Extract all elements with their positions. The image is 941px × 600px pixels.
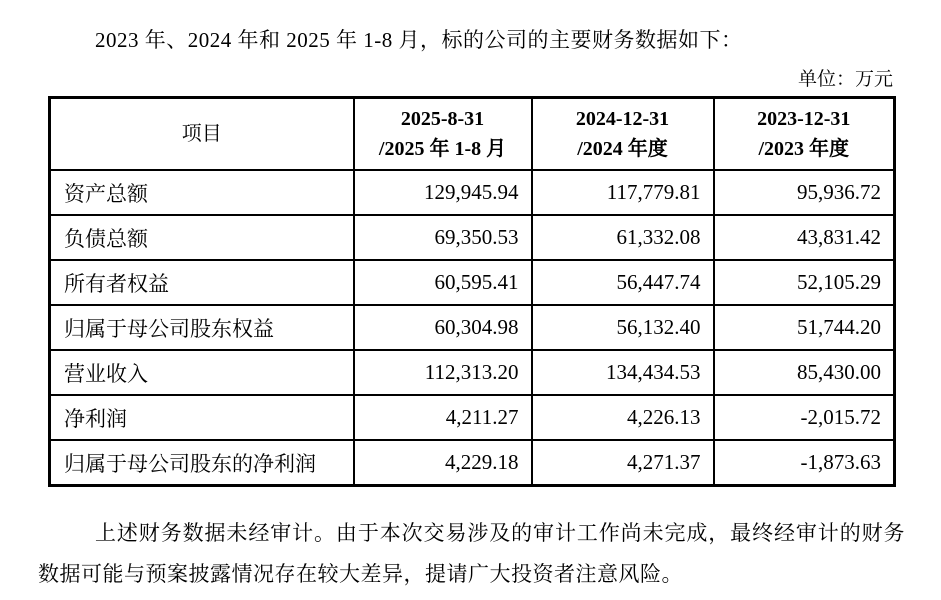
value-cell: 60,595.41 bbox=[354, 260, 532, 305]
row-label: 营业收入 bbox=[50, 350, 354, 395]
header-2025-date: 2025-8-31 bbox=[400, 108, 485, 130]
value-cell: 134,434.53 bbox=[532, 350, 714, 395]
row-label: 负债总额 bbox=[50, 215, 354, 260]
value-cell: 56,132.40 bbox=[532, 305, 714, 350]
table-row bbox=[50, 170, 895, 215]
value-cell: 69,350.53 bbox=[354, 215, 532, 260]
header-item-label: 项目 bbox=[181, 123, 222, 145]
header-cell-2024 bbox=[532, 98, 714, 171]
header-2023-date: 2023-12-31 bbox=[757, 108, 851, 130]
row-label: 归属于母公司股东权益 bbox=[50, 305, 354, 350]
value-cell: 112,313.20 bbox=[354, 350, 532, 395]
value-cell: 4,271.37 bbox=[532, 440, 714, 486]
unit-label: 单位：万元 bbox=[797, 69, 893, 90]
header-2024-date: 2024-12-31 bbox=[575, 108, 670, 130]
row-label: 净利润 bbox=[50, 395, 354, 440]
header-2023-period: /2023 年度 bbox=[758, 138, 850, 160]
table-row bbox=[50, 260, 895, 305]
row-label: 资产总额 bbox=[50, 170, 354, 215]
value-cell: 4,211.27 bbox=[354, 395, 532, 440]
value-cell: -2,015.72 bbox=[714, 395, 895, 440]
value-cell: 56,447.74 bbox=[532, 260, 714, 305]
value-cell: 117,779.81 bbox=[532, 170, 714, 215]
value-cell: 95,936.72 bbox=[714, 170, 895, 215]
header-cell-2023 bbox=[714, 98, 895, 171]
value-cell: 51,744.20 bbox=[714, 305, 895, 350]
header-cell-2025 bbox=[354, 98, 532, 171]
value-cell: 4,229.18 bbox=[354, 440, 532, 486]
document-title: 2023 年、2024 年和 2025 年 1-8 月，标的公司的主要财务数据如下： bbox=[95, 28, 743, 52]
value-cell: 4,226.13 bbox=[532, 395, 714, 440]
value-cell: 43,831.42 bbox=[714, 215, 895, 260]
header-cell-item bbox=[50, 98, 354, 171]
value-cell: 52,105.29 bbox=[714, 260, 895, 305]
row-label: 所有者权益 bbox=[50, 260, 354, 305]
value-cell: 60,304.98 bbox=[354, 305, 532, 350]
value-cell: 129,945.94 bbox=[354, 170, 532, 215]
table-header-row bbox=[50, 98, 895, 171]
table-row bbox=[50, 440, 895, 486]
table-row bbox=[50, 305, 895, 350]
financial-table bbox=[48, 96, 896, 487]
table-row bbox=[50, 215, 895, 260]
table-row bbox=[50, 350, 895, 395]
value-cell: 85,430.00 bbox=[714, 350, 895, 395]
header-2025-period: /2025 年 1-8 月 bbox=[378, 138, 507, 160]
row-label: 归属于母公司股东的净利润 bbox=[50, 440, 354, 486]
footer-paragraph: 上述财务数据未经审计。由于本次交易涉及的审计工作尚未完成，最终经审计的财务数据可能与预案披露情况存在较大差异，提请广大投资者注意风险。 bbox=[38, 521, 905, 586]
table-row bbox=[50, 395, 895, 440]
value-cell: -1,873.63 bbox=[714, 440, 895, 486]
header-2024-period: /2024 年度 bbox=[577, 138, 668, 160]
value-cell: 61,332.08 bbox=[532, 215, 714, 260]
